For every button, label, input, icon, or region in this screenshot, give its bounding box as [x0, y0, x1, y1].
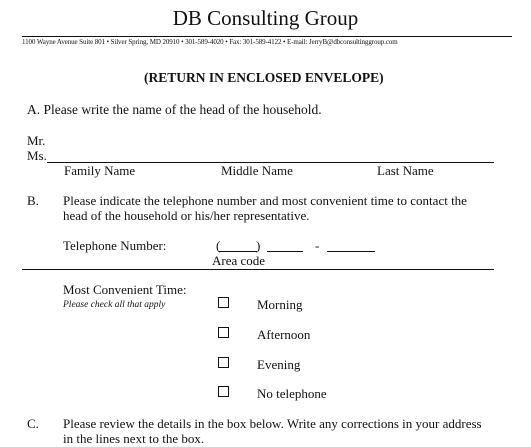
salutation-ms: Ms.	[27, 148, 47, 163]
last-name-label: Last Name	[377, 163, 434, 178]
section-b-letter: B.	[27, 193, 39, 208]
phone-dash: -	[315, 238, 320, 253]
check-all-hint: Please check all that apply	[63, 300, 166, 310]
family-name-label: Family Name	[64, 163, 136, 178]
phone-prefix-input[interactable]	[267, 251, 303, 252]
no-telephone-option-label: No telephone	[257, 386, 327, 401]
section-c-prompt-line2: in the lines next to the box.	[63, 431, 205, 446]
phone-line-input[interactable]	[327, 251, 375, 252]
company-title: DB Consulting Group	[172, 6, 359, 30]
evening-checkbox[interactable]	[218, 357, 229, 368]
middle-name-label: Middle Name	[221, 163, 293, 178]
section-a-prompt: A. Please write the name of the head of the household.	[27, 102, 322, 117]
section-c-prompt-line1: Please review the details in the box below. Write any corrections in your address	[63, 416, 482, 431]
telephone-label: Telephone Number:	[63, 238, 167, 253]
section-b-prompt-line1: Please indicate the telephone number and most convenient time to contact the	[63, 193, 467, 208]
afternoon-checkbox[interactable]	[218, 327, 229, 338]
evening-option-label: Evening	[257, 357, 301, 372]
area-code-input[interactable]	[219, 251, 257, 252]
salutation-mr: Mr.	[27, 133, 46, 148]
section-b-prompt-line2: head of the household or his/her representative.	[63, 208, 310, 223]
company-address: 1100 Wayne Avenue Suite 801 • Silver Spring, MD 20910 • 301-589-4020 • Fax: 301-589-4122 • E-mail: JerryB@dbconsultinggroup.com	[22, 38, 398, 46]
area-code-label: Area code	[212, 253, 266, 268]
area-code-open-paren: (	[216, 238, 221, 253]
morning-option-label: Morning	[257, 297, 303, 312]
section-c-letter: C.	[27, 416, 39, 431]
section-divider-rule	[22, 269, 494, 270]
morning-checkbox[interactable]	[218, 297, 229, 308]
return-notice: (RETURN IN ENCLOSED ENVELOPE)	[144, 70, 384, 85]
convenient-time-label: Most Convenient Time:	[63, 282, 187, 297]
afternoon-option-label: Afternoon	[257, 327, 311, 342]
area-code-close-paren: )	[256, 238, 261, 253]
header-rule	[22, 36, 512, 37]
no-telephone-checkbox[interactable]	[218, 386, 229, 397]
